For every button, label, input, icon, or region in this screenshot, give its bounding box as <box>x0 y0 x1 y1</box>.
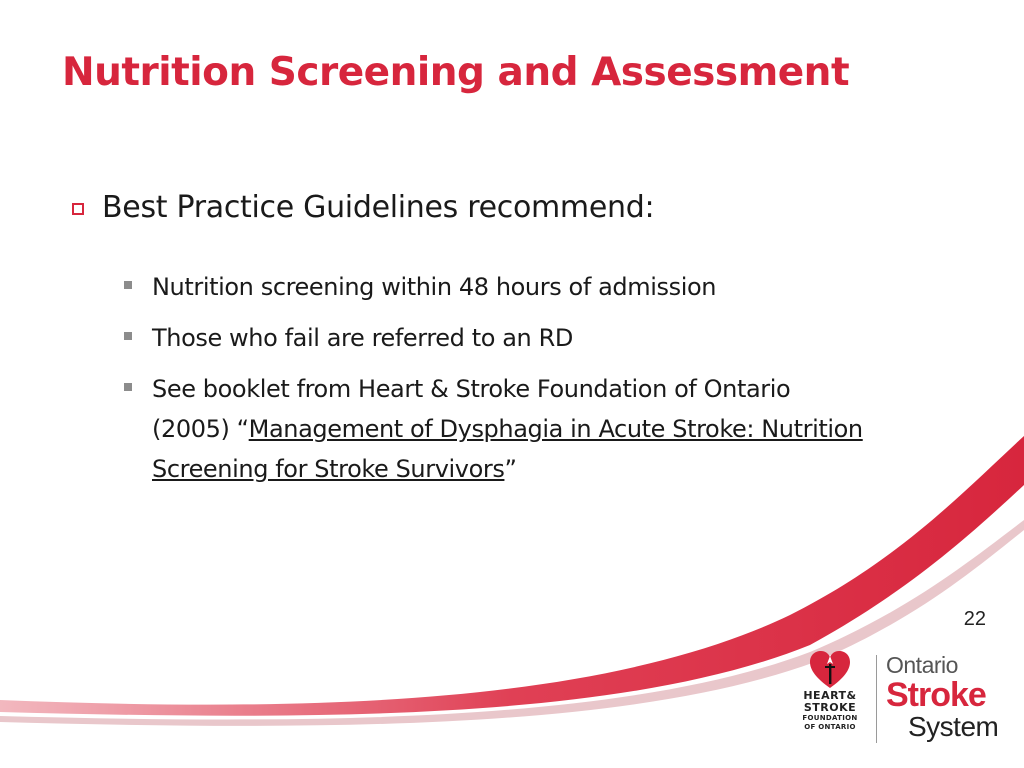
hsf-line-4: OF ONTARIO <box>804 723 856 731</box>
oss-stroke: Stroke <box>886 676 986 714</box>
hsf-line-1: HEART& <box>803 689 857 702</box>
heart-stroke-foundation-logo <box>790 650 870 750</box>
booklet-title-link[interactable]: Management of Dysphagia in Acute Stroke: Nutrition Screening for Stroke Survivors <box>152 415 863 483</box>
sub-bullet-text: Nutrition screening within 48 hours of admission <box>152 273 717 301</box>
slide-title: Nutrition Screening and Assessment <box>62 50 850 95</box>
sub-bullet-text: Those who fail are referred to an RD <box>152 324 573 352</box>
page-number: 22 <box>963 608 986 630</box>
closing-quote: ” <box>504 455 517 483</box>
hsf-line-2: STROKE <box>803 701 857 714</box>
booklet-text: See booklet from Heart & Stroke Foundation of Ontario (2005) “ <box>152 375 791 443</box>
ontario-stroke-system-logo <box>886 652 998 742</box>
logo-divider <box>876 655 877 743</box>
oss-system: System <box>908 711 999 742</box>
oss-ontario: Ontario <box>886 652 958 678</box>
hsf-line-3: FOUNDATION <box>802 714 858 722</box>
heart-torch-icon <box>808 650 852 690</box>
main-bullet-text: Best Practice Guidelines recommend: <box>102 190 655 225</box>
